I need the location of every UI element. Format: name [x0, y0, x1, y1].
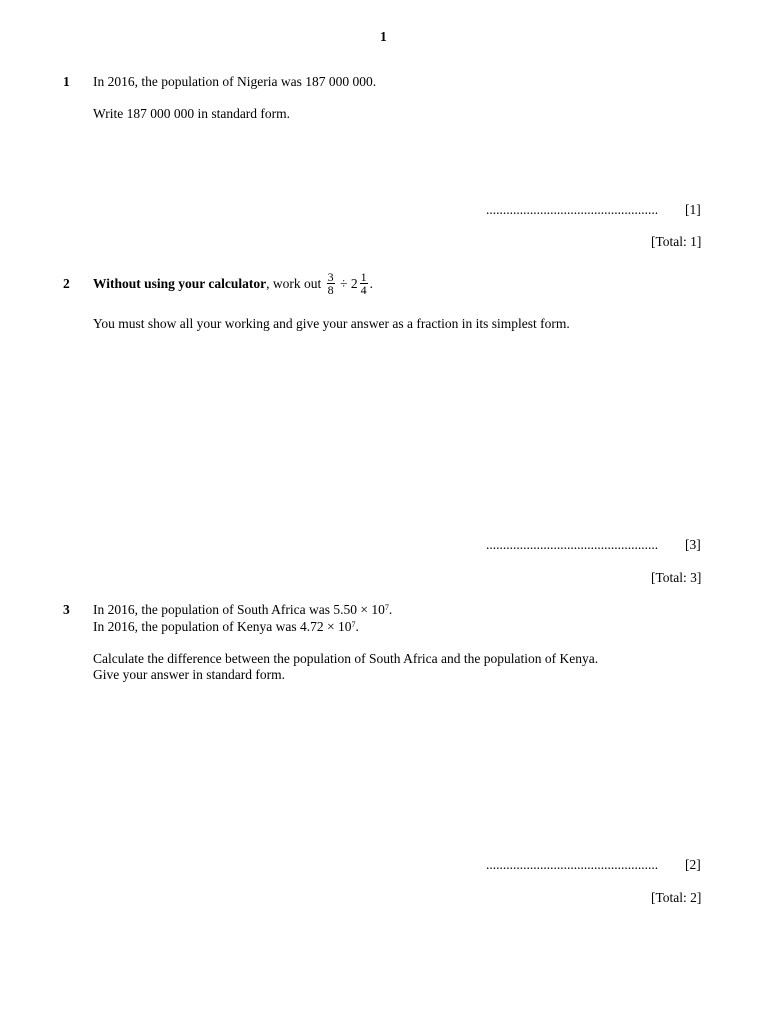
marks-label: [3] [685, 537, 701, 552]
fraction-one-quarter [360, 271, 368, 296]
total-label: [Total: 1] [651, 234, 702, 249]
divide-operator: ÷ [340, 275, 348, 291]
end-punctuation: . [369, 275, 373, 291]
question-number: 1 [63, 74, 70, 89]
text: In 2016, the population of Kenya was 4.72 × 10 [93, 619, 352, 634]
bold-instruction: Without using your calculator [93, 275, 267, 291]
total-label: [Total: 2] [651, 890, 702, 905]
question-text-line-1 [93, 602, 392, 618]
total-label: [Total: 3] [651, 570, 702, 585]
question-instruction: Calculate the difference between the population of South Africa and the population of Kenya. [93, 651, 599, 666]
fraction-numerator: 3 [327, 270, 334, 285]
answer-line[interactable]: ................................................... [486, 537, 659, 552]
question-instruction: Write 187 000 000 in standard form. [93, 106, 291, 121]
exponent: 7 [351, 620, 356, 629]
text: . [388, 602, 393, 617]
question-instruction: Give your answer in standard form. [93, 667, 285, 682]
exponent: 7 [384, 603, 389, 612]
question-instruction: You must show all your working and give your answer as a fraction in its simplest form. [93, 316, 570, 331]
marks-label: [2] [685, 857, 701, 872]
question-text-part: , work out [266, 275, 322, 291]
question-number: 3 [63, 602, 70, 617]
text: . [355, 619, 359, 634]
fraction-denominator: 4 [360, 283, 367, 298]
mixed-number-whole: 2 [350, 275, 358, 291]
page-number: 1 [380, 29, 387, 44]
fraction-three-eighths [327, 271, 335, 296]
question-text: In 2016, the population of Nigeria was 187 000 000. [93, 74, 377, 89]
question-text [93, 266, 373, 301]
text: In 2016, the population of South Africa was 5.50 × 10 [93, 602, 385, 617]
fraction-denominator: 8 [327, 283, 334, 298]
question-text-line-2 [93, 619, 359, 635]
answer-line[interactable]: ................................................... [486, 202, 659, 217]
question-number: 2 [63, 276, 70, 291]
marks-label: [1] [685, 202, 701, 217]
fraction-numerator: 1 [360, 270, 367, 285]
answer-line[interactable]: ................................................... [486, 857, 659, 872]
